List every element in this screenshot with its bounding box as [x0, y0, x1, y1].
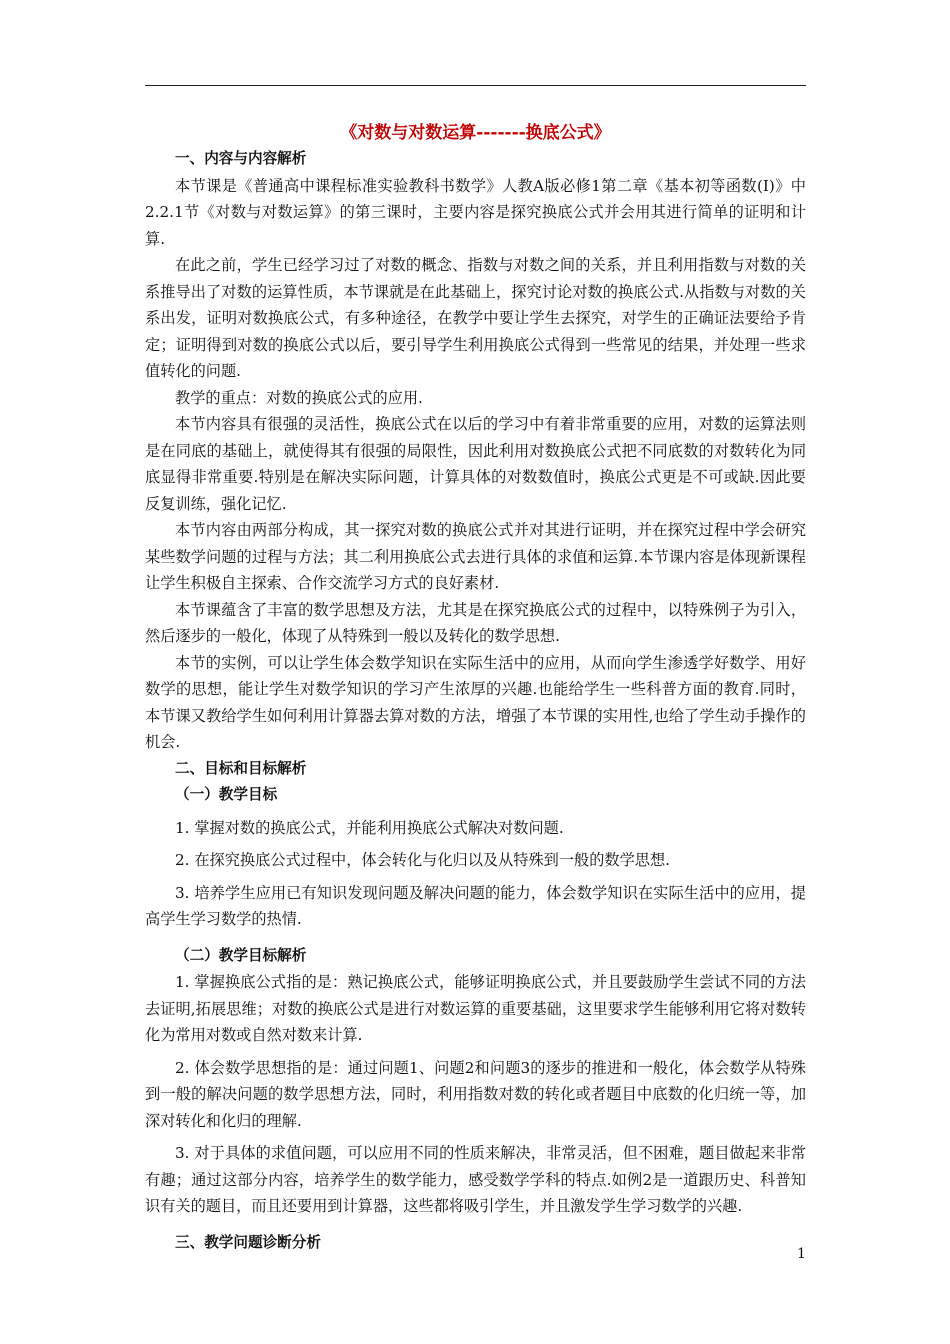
section-heading-1: 一、内容与内容解析: [175, 150, 307, 167]
paragraph: 本节课是《普通高中课程标准实验教科书数学》人教A版必修1第二章《基本初等函数(I)》中2.2.1节《对数与对数运算》的第三课时，主要内容是探究换底公式并会用其进行简单的证明和计算.: [145, 176, 806, 248]
analysis-item: 2. 体会数学思想指的是：通过问题1、问题2和问题3的逐步的推进和一般化，体会数学从特殊到一般的解决问题的数学思想方法，同时，利用指数对数的转化或者题目中底数的化归统一等，加深对转化和化归的理解.: [145, 1058, 806, 1130]
section-heading-2: 二、目标和目标解析: [175, 759, 307, 777]
section-heading-3: 三、教学问题诊断分析: [175, 1233, 321, 1251]
paragraph: 教学的重点：对数的换底公式的应用.: [175, 388, 423, 407]
header-rule: [145, 85, 806, 86]
goal-item: 3. 培养学生应用已有知识发现问题及解决问题的能力，体会数学知识在实际生活中的应用，提高学生学习数学的热情.: [145, 883, 806, 928]
subsection-heading-goal-analysis: （二）教学目标解析: [175, 946, 307, 964]
paragraph: 本节的实例，可以让学生体会数学知识在实际生活中的应用，从而向学生渗透学好数学、用好数学的思想，能让学生对数学知识的学习产生浓厚的兴趣.也能给学生一些科普方面的教育.同时，本节课又教给学生如何利用计算器去算对数的方法，增强了本节课的实用性,也给了学生动手操作的机会.: [145, 653, 806, 751]
goal-item: 1. 掌握对数的换底公式，并能利用换底公式解决对数问题.: [175, 818, 564, 837]
document-body: [145, 120, 806, 1256]
page-number: 1: [797, 1246, 806, 1262]
analysis-item: 3. 对于具体的求值问题，可以应用不同的性质来解决，非常灵活，但不困难，题目做起来非常有趣；通过这部分内容，培养学生的数学能力，感受数学学科的特点.如例2是一道跟历史、科普知识有关的题目，而且还要用到计算器，这些都将吸引学生，并且激发学生学习数学的兴趣.: [145, 1144, 806, 1215]
paragraph: 在此之前，学生已经学习过了对数的概念、指数与对数之间的关系，并且利用指数与对数的关系推导出了对数的运算性质，本节课就是在此基础上，探究讨论对数的换底公式.从指数与对数的关系出发，证明对数换底公式，有多种途径，在教学中要让学生去探究，对学生的正确证法要给予肯定；证明得到对数的换底公式以后，要引导学生利用换底公式得到一些常见的结果，并处理一些求值转化的问题.: [145, 256, 806, 380]
goal-item: 2. 在探究换底公式过程中，体会转化与化归以及从特殊到一般的数学思想.: [175, 851, 670, 869]
paragraph: 本节内容具有很强的灵活性，换底公式在以后的学习中有着非常重要的应用，对数的运算法则是在同底的基础上，就使得其有很强的局限性，因此利用对数换底公式把不同底数的对数转化为同底显得非常重要.特别是在解决实际问题，计算具体的对数数值时，换底公式更是不可或缺.因此要反复训练，强化记忆.: [145, 415, 806, 513]
paragraph: 本节内容由两部分构成，其一探究对数的换底公式并对其进行证明，并在探究过程中学会研究某些数学问题的过程与方法；其二利用换底公式去进行具体的求值和运算.本节课内容是体现新课程让学生积极自主探索、合作交流学习方式的良好素材.: [145, 521, 806, 592]
document-title: 《对数与对数运算-------换底公式》: [340, 123, 611, 143]
paragraph: 本节课蕴含了丰富的数学思想及方法，尤其是在探究换底公式的过程中，以特殊例子为引入，然后逐步的一般化，体现了从特殊到一般以及转化的数学思想.: [145, 600, 806, 645]
subsection-heading-teaching-goals: （一）教学目标: [175, 786, 278, 803]
analysis-item: 1. 掌握换底公式指的是：熟记换底公式，能够证明换底公式，并且要鼓励学生尝试不同的方法去证明,拓展思维；对数的换底公式是进行对数运算的重要基础，这里要求学生能够利用它将对数转化为常用对数或自然对数来计算.: [145, 973, 806, 1044]
